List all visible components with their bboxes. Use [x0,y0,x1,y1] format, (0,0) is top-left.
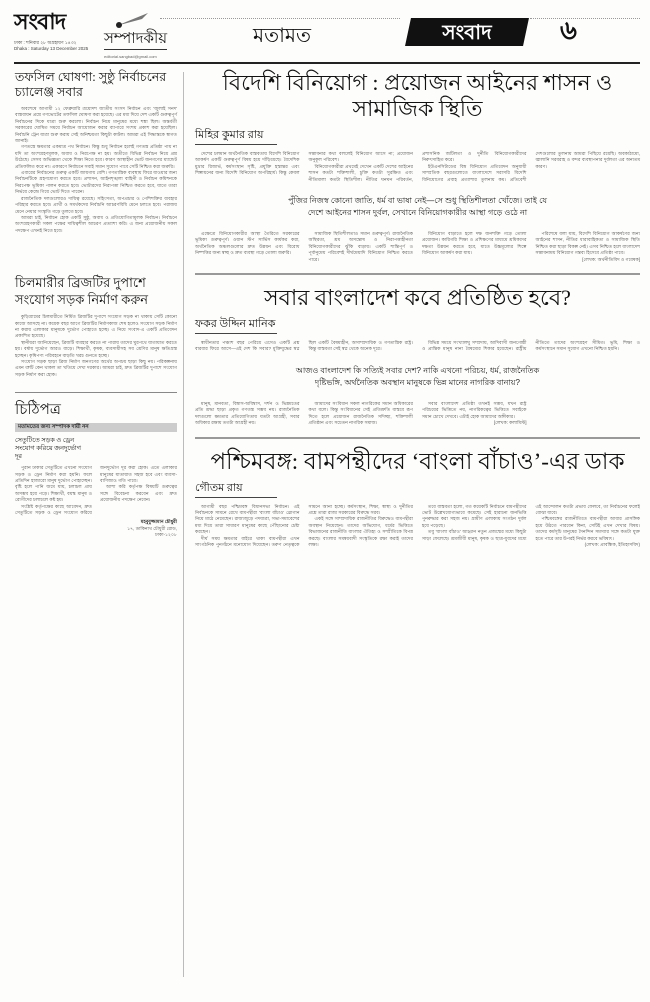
divider [160,18,400,19]
editorial1-body: অবশেষে আগামী ১২ ফেব্রুয়ারি ত্রয়োদশ জাতীয় সংসদ নির্বাচন এবং 'জুলাই সনদ' বাস্তবায়ন প্রশ্নে গণভোটের তফসিল ঘোষণা করা হয়েছে। এর মধ্য দিয়ে দেশ একটি গুরুত্বপূর্ণ নির্বাচনের দিকে যাত্রা শুরু করলো। নির্বাচন নিয়ে মানুষের মধ্যে শঙ্কা ছিল। অন্তর্বর্তী সরকারের ঘোষিত সময়ে নির্বাচন আয়োজন করার ব্যাপারে সংশয় প্রকাশ করা হয়েছিল। নির্বাচনি ট্রেন যাত্রা শুরু করায় সেই অনিশ্চয়তা কিছুটা কাটল। আমরা এই সিদ্ধান্তকে স্বাগত জানাই। গণতন্ত্রে ক্ষমতার একমাত্র পথ নির্বাচন। কিন্তু শুধু নির্বাচন হলেই গণতন্ত্র প্রতিষ্ঠা পায় না যদি তা অংশগ্রহণমূলক, অবাধ ও নিরপেক্ষ না হয়। অতীতে বিভিন্ন নির্বাচন নিয়ে প্রশ্ন উঠেছে। সেসব অভিজ্ঞতা থেকে শিক্ষা নিতে হবে। কারণ আস্থাহীন ভোট জনগণের ম্যান্ডেট প্রতিফলিত করে না। একারণে নির্বাচনে সবাই সমান সুযোগ পাবে সেটি নিশ্চিত করা জরুরি। এবারের নির্বাচনের গুরুত্ব একটি জায়গায় বেশি। গণতান্ত্রিক ব্যবস্থায় ফিরে যাওয়ার জন্য নির্বাচনটিকে গ্রহণযোগ্য করতে হবে। প্রশাসন, আইনশৃঙ্খলা বাহিনী ও নির্বাচন কমিশনকে নিরপেক্ষ ভূমিকা পালন করতে হবে। ভোটারদের নিরাপত্তা নিশ্চিত করতে হবে, যাতে তারা নির্ভয়ে কেন্দ্রে গিয়ে ভোট দিতে পারেন। রাজনৈতিক দলগুলোরও দায়িত্ব রয়েছে। সহিংসতা, অপপ্রচার ও পেশিশক্তির ব্যবহার পরিহার করতে হবে। প্রার্থী ও সমর্থকদের নির্বাচনি আচরণবিধি মেনে চলতে হবে। পরাজয় মেনে নেয়ার সংস্কৃতি গড়ে তুলতে হবে। আমরা চাই, নির্বাচন হোক একটি সুষ্ঠু, অবাধ ও প্রতিযোগিতামূলক নির্বাচন। নির্বাচনে অংশগ্রহণকারী সকল পক্ষের দায়িত্বশীল আচরণ প্রত্যাশা করি। এ জন্য প্রয়োজনীয় সকল পদক্ষেপ এখনই নিতে হবে। [15,106,177,233]
quill-pen-icon [112,10,152,30]
article1 [195,70,640,263]
letter-address: ১৭, ডাকিনাথ চৌধুরী রোড, [127,525,177,531]
editorial-label: সম্পাদকীয় [104,30,167,50]
article1-body: দেশের চলমান অর্থনৈতিক বাস্তবতায় বিদেশি বিনিয়োগ আকর্ষণ একটি গুরুত্বপূর্ণ বিষয় হয়ে দাঁড়িয়েছে। বৈদেশিক মুদ্রার রিজার্ভ, কর্মসংস্থান সৃষ্টি, প্রযুক্তি হস্তান্তর এবং শিল্পায়নের জন্য বিদেশি বিনিয়োগ অপরিহার্য। কিন্তু কেবল সম্ভাবনার কথা বললেই বিনিয়োগ আসে না; প্রয়োজন অনুকূল পরিবেশ। বিনিয়োগকারীরা প্রথমেই দেখেন একটি দেশের আইনের শাসন কতটা শক্তিশালী, চুক্তি কতটা সুরক্ষিত এবং নীতিমালা কতটা স্থিতিশীল। নীতির ঘনঘন পরিবর্তন, প্রশাসনিক জটিলতা ও দুর্নীতি বিনিয়োগকারীদের নিরুৎসাহিত করে। ইউএনসিটাডের বিশ্ব বিনিয়োগ প্রতিবেদন অনুযায়ী সাম্প্রতিক বছরগুলোতে বাংলাদেশে সরাসরি বিদেশি বিনিয়োগের প্রবাহ প্রত্যাশার তুলনায় কম। প্রতিবেশী দেশগুলোর তুলনায় আমরা পিছিয়ে রয়েছি। অবকাঠামো, জ্বালানি সরবরাহ ও বন্দর ব্যবস্থাপনার দুর্বলতা এর অন্যতম কারণ। পুঁজির নিজস্ব কোনো জাতি, ধর্ম বা ভাষা নেই—সে শুধু স্থিতিশীলতা খোঁজে। তাই যে দেশে আইনের শাসন দুর্বল, সেখানে বিনিয়োগকারীর আস্থা গড়ে ওঠে না এক্ষেত্রে বিনিয়োগকারীর আস্থা তৈরিতে সরকারের ভূমিকা গুরুত্বপূর্ণ। ওয়ান স্টপ সার্ভিস কার্যকর করা, অর্থনৈতিক অঞ্চলগুলোর দ্রুত উন্নয়ন এবং বিরোধ নিষ্পত্তির জন্য স্বচ্ছ ও দ্রুত ব্যবস্থা গড়ে তোলা জরুরি। সামাজিক স্থিতিশীলতাও সমান গুরুত্বপূর্ণ। রাজনৈতিক অস্থিরতা, শ্রম অসন্তোষ ও নিরাপত্তাহীনতা বিনিয়োগকারীদের ঝুঁকি বাড়ায়। একটি শান্তিপূর্ণ ও পূর্বানুমেয় পরিবেশই দীর্ঘমেয়াদি বিনিয়োগ নিশ্চিত করতে পারে। বিনিয়োগ বাড়াতে হলে দক্ষ জনশক্তি গড়ে তোলা প্রয়োজন। কারিগরি শিক্ষা ও প্রশিক্ষণের মাধ্যমে শ্রমিকদের দক্ষতা উন্নয়ন করতে হবে, যাতে উচ্চমূল্যের শিল্পে বিনিয়োগ আকর্ষণ করা যায়। পরিশেষে বলা যায়, বিদেশি বিনিয়োগ আকর্ষণের জন্য আইনের শাসন, নীতির ধারাবাহিকতা ও সামাজিক স্থিতি নিশ্চিত করা ছাড়া বিকল্প নেই। এসব নিশ্চিত হলে বাংলাদেশ সম্ভাবনাময় বিনিয়োগ গন্তব্য হিসেবে প্রতিষ্ঠা পাবে। [লেখক: অর্থনীতিবিদ ও গবেষক] [195,151,640,262]
letters-section-title: চিঠিপত্র [15,402,61,419]
header-rule [14,62,640,64]
date-english: Dhaka : Saturday 13 December 2025 [14,46,89,51]
article2-headline: সবার বাংলাদেশ কবে প্রতিষ্ঠিত হবে? [264,285,571,311]
editorial2-headline: চিলমারীর ব্রিজটির দুপাশে সংযোগ সড়ক নির্মাণ করুন [15,275,149,308]
article1-headline: বিদেশি বিনিয়োগ : প্রয়োজন আইনের শাসন ও সামাজিক স্থিতি [222,70,613,121]
date-bengali: ঢাকা : শনিবার ২৮ অগ্রহায়ণ ১৪৩২ [14,40,77,45]
letter-title: সেতুটিতে সড়ক ও ড্রেন সংযোগ করিয়ে জনদুর্ভোগ দূর [15,437,81,461]
column-divider [183,72,184,977]
article2-author: ফকর উদ্দিন মানিক [195,317,277,334]
left-column [15,70,177,539]
divider [15,392,177,393]
editorial2-body: কুড়িগ্রামের চিলমারীতে নির্মিত ব্রিজটির দুপাশে সংযোগ সড়ক না থাকায় সেটি কোনো কাজে আসছে না। কয়েক বছর আগে ব্রিজটির নির্মাণকাজ শেষ হলেও সংযোগ সড়ক নির্মাণ না করায় এলাকার মানুষকে দুর্ভোগ পোহাতে হচ্ছে। এ নিয়ে সংবাদ-এ একটি প্রতিবেদন প্রকাশিত হয়েছে। স্থানীয়রা জানিয়েছেন, ব্রিজটি ব্যবহার করতে না পারায় তাদের ঘুরপথে যাতায়াত করতে হয়। বর্ষায় দুর্ভোগ আরও বাড়ে। শিক্ষার্থী, কৃষক, ব্যবসায়ীসহ সব শ্রেণির মানুষ ক্ষতিগ্রস্ত হচ্ছেন। কৃষিপণ্য পরিবহনে বাড়তি খরচ গুনতে হচ্ছে। সংযোগ সড়ক ছাড়া ব্রিজ নির্মাণ জনগণের অর্থের অপচয় ছাড়া কিছু নয়। পরিকল্পনায় এমন ত্রুটি কেন থাকল তা খতিয়ে দেখা দরকার। আমরা চাই, দ্রুত ব্রিজটির দুপাশে সংযোগ সড়ক নির্মাণ করা হোক। [15,314,177,377]
right-column [195,70,640,548]
page-number: ৬ [560,16,577,45]
sangbad-logo-inverse: সংবাদ [405,18,529,46]
article3-author: গৌতম রায় [195,481,277,498]
article2-pull-quote: আজও বাংলাদেশ কি সত্যিই সবার দেশ? নাকি এখনো পরিচয়, ধর্ম, রাজনৈতিক দৃষ্টিভঙ্গি, অর্থনৈতিক অবস্থান মানুষকে ভিন্ন মানের নাগরিক বানায়? [295,365,540,387]
divider [195,437,640,439]
publication-date [14,40,88,52]
article3-headline: পশ্চিমবঙ্গ: বামপন্থীদের ‘বাংলা বাঁচাও’-এর ডাক [210,448,625,474]
letter-signer: মহবুবুজ্জামান চৌধুরী [140,519,177,525]
letters-disclaimer: মতামতের জন্য সম্পাদক দায়ী নন [15,423,177,432]
divider [195,273,640,275]
sangbad-logo: সংবাদ [14,10,66,35]
section-title: মতামত [253,25,312,47]
editorial-email: editorial.sangbad@gmail.com [104,54,157,59]
editorial1-headline: তফসিল ঘোষণা: সুষ্ঠু নির্বাচনের চ্যালেঞ্জ সবার [15,70,167,99]
article1-author: মিহির কুমার রায় [195,128,277,145]
article3 [195,449,640,549]
letter-address: ঢাকা-১২০৮ [155,532,177,538]
letter-body: পুরান ঢাকার সেতুটিতে এখনো সংযোগ সড়ক ও ড্রেন নির্মাণ করা হয়নি। ফলে প্রতিদিন হাজারো মানুষ দুর্ভোগ পোহাচ্ছেন। বৃষ্টি হলে পানি জমে যায়, চলাচল প্রায় অসম্ভব হয়ে পড়ে। শিক্ষার্থী, বয়স্ক মানুষ ও রোগীদের চলাচলে কষ্ট হয়। সংশ্লিষ্ট কর্তৃপক্ষের কাছে আবেদন, দ্রুত সেতুটিতে সড়ক ও ড্রেন সংযোগ করিয়ে জনদুর্ভোগ দূর করা হোক। এতে এলাকার মানুষের যাতায়াত সহজ হবে এবং ব্যবসা-বাণিজ্যও গতি পাবে। আশা করি কর্তৃপক্ষ বিষয়টি গুরুত্বের সঙ্গে বিবেচনা করবেন এবং দ্রুত প্রয়োজনীয় পদক্ষেপ নেবেন। [15,465,177,516]
article2-body: স্বাধীনতার পঞ্চাশ বছর পেরিয়ে এসেও একটি প্রশ্ন বারবার ফিরে আসে—এই দেশ কি সবার? মুক্তিযুদ্ধের স্বপ্ন ছিল একটি বৈষম্যহীন, অসাম্প্রদায়িক ও গণতান্ত্রিক রাষ্ট্র। কিন্তু বাস্তবতা সেই স্বপ্ন থেকে অনেক দূরে। বিভিন্ন সময়ে সংখ্যালঘু সম্প্রদায়, আদিবাসী জনগোষ্ঠী ও প্রান্তিক মানুষ নানা বৈষম্যের শিকার হয়েছেন। রাষ্ট্রীয় নীতিতে তাদের অংশগ্রহণ সীমিত। ভূমি, শিক্ষা ও কর্মসংস্থানে সমান সুযোগ এখনো নিশ্চিত হয়নি। আজও বাংলাদেশ কি সত্যিই সবার দেশ? নাকি এখনো পরিচয়, ধর্ম, রাজনৈতিক দৃষ্টিভঙ্গি, অর্থনৈতিক অবস্থান মানুষকে ভিন্ন মানের নাগরিক বানায়? মানুষ, মানবতা, বিশ্বাস-অবিশ্বাস, দর্শন ও ভিন্নমতের প্রতি শ্রদ্ধা ছাড়া প্রকৃত গণতন্ত্র সম্ভব নয়। রাজনৈতিক দলগুলো ক্ষমতার প্রতিযোগিতায় যতটা আগ্রহী, সবার অধিকার রক্ষায় ততটা আগ্রহী নয়। আমাদের সংবিধান সকল নাগরিকের সমান অধিকারের কথা বলে। কিন্তু সংবিধানের সেই প্রতিশ্রুতি বাস্তবে রূপ দিতে হলে প্রয়োজন রাজনৈতিক সদিচ্ছা, শক্তিশালী প্রতিষ্ঠান এবং সচেতন নাগরিক সমাজ। সবার বাংলাদেশ প্রতিষ্ঠা তখনই সম্ভব, যখন রাষ্ট্র পরিচয়ের ভিত্তিতে নয়, নাগরিকত্বের ভিত্তিতে সবাইকে সমান চোখে দেখবে। এটাই হোক আমাদের অঙ্গীকার। [লেখক: কলামিস্ট] [195,340,640,426]
divider [530,18,640,19]
article2 [195,285,640,426]
article1-pull-quote: পুঁজির নিজস্ব কোনো জাতি, ধর্ম বা ভাষা নেই—সে শুধু স্থিতিশীলতা খোঁজে। তাই যে দেশে আইনের শাসন দুর্বল, সেখানে বিনিয়োগকারীর আস্থা গড়ে ওঠে না [288,196,547,218]
letter-signature [15,519,177,538]
article3-body: আগামী বছর পশ্চিমবঙ্গ বিধানসভা নির্বাচন। এই নির্বাচনকে সামনে রেখে বামপন্থীরা 'বাংলা বাঁচাও' স্লোগান নিয়ে মাঠে নেমেছেন। রাজ্যজুড়ে পদযাত্রা, সভা-সমাবেশের মধ্য দিয়ে তারা সাধারণ মানুষের কাছে পৌঁছানোর চেষ্টা করছেন। দীর্ঘ সময় ক্ষমতার বাইরে থাকা বামপন্থীরা এখন সাংগঠনিক পুনর্গঠনে মনোযোগ দিয়েছেন। তরুণ নেতৃত্বকে সামনে আনা হচ্ছে। কর্মসংস্থান, শিক্ষা, স্বাস্থ্য ও দুর্নীতির প্রশ্নে তারা রাজ্য সরকারের বিরুদ্ধে সরব। একই সঙ্গে সাম্প্রদায়িক রাজনীতির বিরুদ্ধেও বামপন্থীরা অবস্থান নিয়েছেন। তাদের অভিযোগ, ধর্মের ভিত্তিতে বিভাজনের রাজনীতি বাংলার ঐতিহ্য ও সম্প্রীতিকে বিপন্ন করছে। বাংলার সমন্বয়বাদী সংস্কৃতিকে রক্ষা করাই তাদের লক্ষ্য। তবে বাস্তবতা হলো, গত কয়েকটি নির্বাচনে বামপন্থীদের ভোট উল্লেখযোগ্যভাবে কমেছে। সেই হারানো জনভিত্তি পুনরুদ্ধার করা সহজ নয়। গ্রামীণ এলাকায় সংগঠন দুর্বল হয়ে পড়েছে। তবু 'বাংলা বাঁচাও' আহ্বান নতুন প্রজন্মের মধ্যে কিছুটা সাড়া ফেলেছে। শ্রমজীবী মানুষ, কৃষক ও ছাত্র-যুবদের মধ্যে এই আন্দোলন কতটা প্রভাব ফেলবে, তা নির্বাচনের ফলেই বোঝা যাবে। পশ্চিমবঙ্গের রাজনীতিতে বামপন্থীরা আবার প্রাসঙ্গিক হয়ে উঠতে পারবেন কিনা, সেটিই এখন দেখার বিষয়। তাদের কর্মসূচি মানুষের দৈনন্দিন সমস্যার সঙ্গে কতটা যুক্ত হতে পারে তার উপরই নির্ভর করবে ভবিষ্যৎ। (লেখক: প্রাবন্ধিক, ইতিহাসবিদ) [195,503,640,547]
